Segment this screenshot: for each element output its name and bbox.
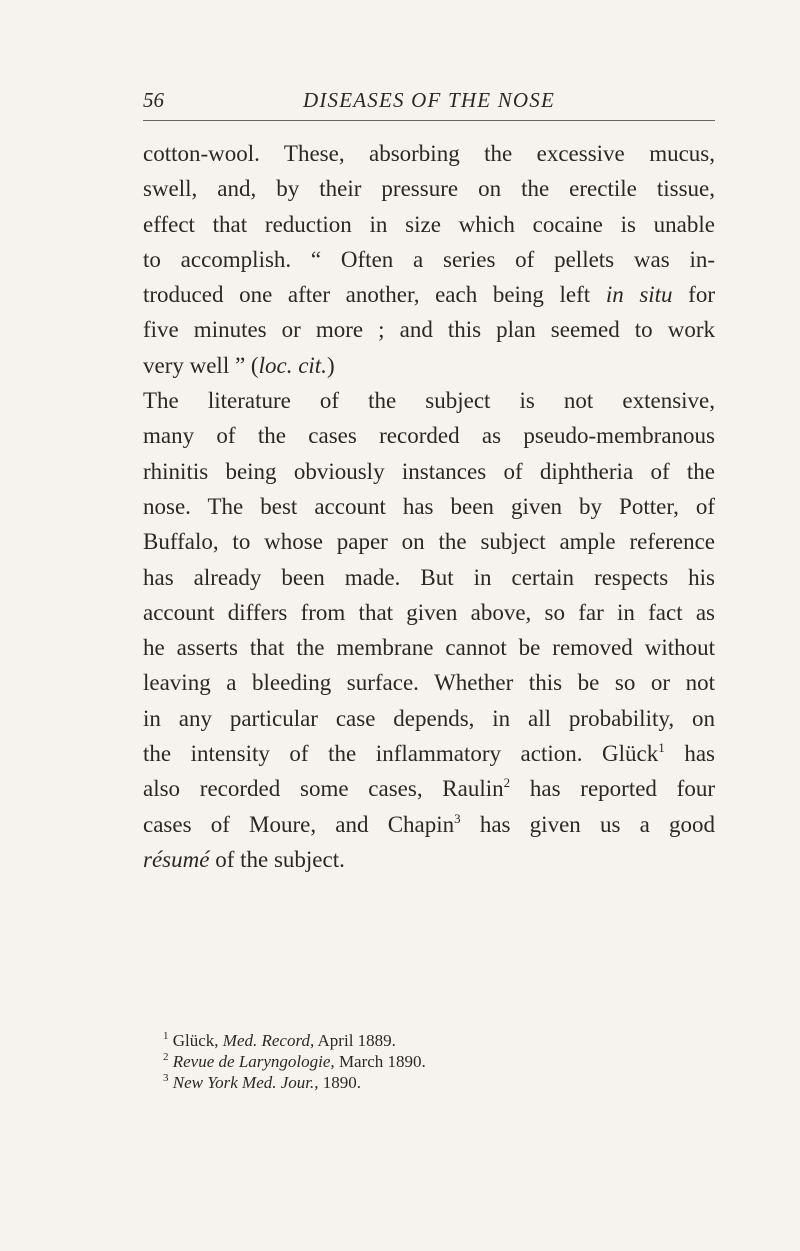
running-title: DISEASES OF THE NOSE xyxy=(302,88,556,112)
footnote-mark: 2 xyxy=(163,1051,169,1063)
text-line xyxy=(143,736,715,771)
text-line xyxy=(143,454,715,489)
text-line xyxy=(143,665,715,700)
text-line xyxy=(143,242,715,277)
text-run: to accomplish. “ Often a series of pellets was in- xyxy=(143,246,715,272)
text-line xyxy=(143,807,715,842)
footnote-reference: 2 xyxy=(503,775,511,791)
footnote xyxy=(143,1072,715,1093)
text-line xyxy=(143,771,715,806)
text-run: of the subject. xyxy=(209,846,345,872)
footnotes xyxy=(143,1030,715,1093)
text-line xyxy=(143,136,715,171)
text-run: troduced one after another, each being left xyxy=(143,282,606,308)
text-run: for xyxy=(672,282,716,308)
text-run: The literature of the subject is not extensive, xyxy=(143,388,715,414)
italic-text: Med. Record, xyxy=(222,1031,315,1050)
text-line xyxy=(143,630,715,665)
footnote xyxy=(143,1030,715,1051)
text-line xyxy=(143,842,715,877)
text-run: March 1890. xyxy=(334,1052,426,1071)
text-line xyxy=(143,171,715,206)
text-run: five minutes or more ; and this plan seemed to work xyxy=(143,317,715,343)
text-run: Glück, xyxy=(168,1031,223,1050)
text-run: very well ” ( xyxy=(143,352,259,378)
text-line xyxy=(143,207,715,242)
italic-text: loc. cit. xyxy=(258,352,327,378)
footnote-mark: 3 xyxy=(163,1072,169,1084)
italic-text: résumé xyxy=(143,846,210,872)
text-run: many of the cases recorded as pseudo-membranous xyxy=(143,423,715,449)
text-line xyxy=(143,489,715,524)
text-run: has xyxy=(664,741,715,767)
footnote xyxy=(143,1051,715,1072)
footnote-mark: 1 xyxy=(163,1030,169,1042)
text-run: he asserts that the membrane cannot be removed without xyxy=(143,635,715,661)
text-run: ) xyxy=(326,352,335,378)
page-number: 56 xyxy=(143,88,164,112)
text-run: also recorded some cases, Raulin xyxy=(143,776,504,802)
text-run: cases of Moure, and Chapin xyxy=(143,811,455,837)
italic-text: in situ xyxy=(605,282,673,308)
text-run: leaving a bleeding surface. Whether this be so or not xyxy=(143,670,715,696)
text-run: the intensity of the inflammatory action. Glück xyxy=(143,741,659,767)
footnote-reference: 3 xyxy=(454,810,461,826)
text-line xyxy=(143,312,715,347)
footnote-reference: 1 xyxy=(658,740,665,756)
text-run: in any particular case depends, in all probability, on xyxy=(143,705,715,731)
text-run: rhinitis being obviously instances of diphtheria of the xyxy=(143,458,715,484)
text-run: account differs from that given above, so far in fact as xyxy=(143,599,715,625)
text-line xyxy=(143,418,715,453)
text-line xyxy=(143,701,715,736)
text-run: cotton-wool. These, absorbing the excessive mucus, xyxy=(143,141,715,166)
header-rule xyxy=(143,120,715,121)
text-line xyxy=(143,595,715,630)
text-line xyxy=(143,560,715,595)
text-run: 1890. xyxy=(318,1073,362,1092)
text-run: nose. The best account has been given by Potter, of xyxy=(143,493,715,519)
text-run: Buffalo, to whose paper on the subject ample reference xyxy=(143,529,715,555)
text-line xyxy=(143,348,715,383)
body-text xyxy=(143,136,715,877)
text-line xyxy=(143,277,715,312)
page-header xyxy=(143,88,715,116)
text-run: effect that reduction in size which cocaine is unable xyxy=(143,211,715,237)
italic-text: New York Med. Jour., xyxy=(172,1073,319,1092)
text-line xyxy=(143,383,715,418)
text-run: swell, and, by their pressure on the erectile tissue, xyxy=(143,176,715,202)
text-run: has reported four xyxy=(510,776,715,802)
text-run: April 1889. xyxy=(314,1031,396,1050)
italic-text: Revue de Laryngologie, xyxy=(172,1052,335,1071)
text-run: has given us a good xyxy=(460,811,716,837)
text-line xyxy=(143,524,715,559)
text-run: has already been made. But in certain respects his xyxy=(143,564,715,590)
